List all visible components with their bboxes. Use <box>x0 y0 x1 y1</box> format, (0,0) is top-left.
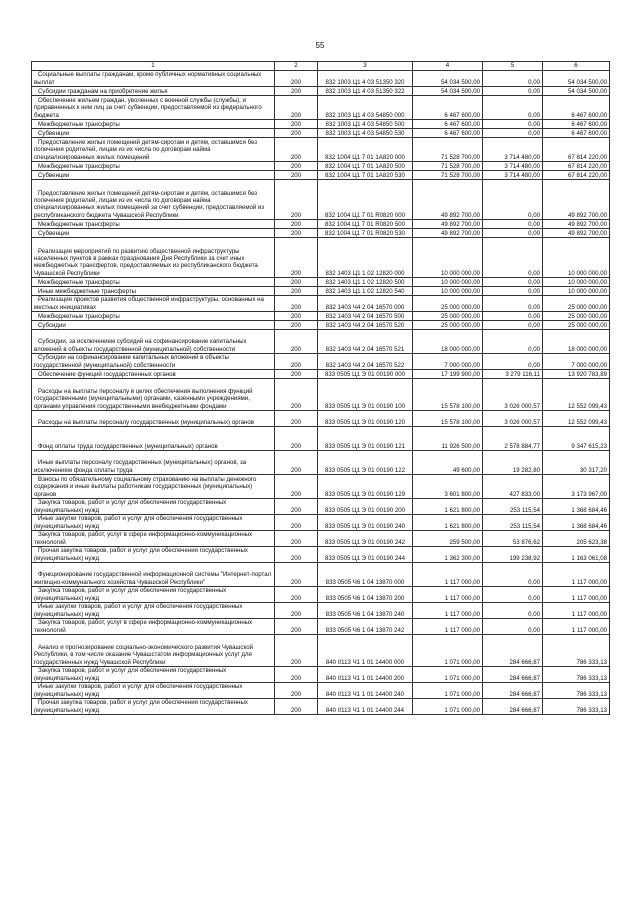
executed-amount-cell: 53 876,62 <box>483 531 543 547</box>
budget-classification-code-cell: 832 1403 Ч4 2 04 16570 522 <box>318 354 413 370</box>
budget-classification-code-cell: 833 0505 Ц1 Э 01 00190 000 <box>318 370 413 379</box>
table-row <box>32 370 610 379</box>
budget-classification-code-cell: 832 1403 Ц1 1 02 12820 500 <box>318 278 413 287</box>
executed-amount-cell: 0,00 <box>483 287 543 296</box>
table-row <box>32 619 610 635</box>
budget-classification-code-cell: 832 1004 Ц1 7 01 1А820 530 <box>318 171 413 180</box>
approved-plan-cell: 10 000 000,00 <box>413 287 483 296</box>
table-row <box>32 427 610 451</box>
executed-amount-cell: 0,00 <box>483 603 543 619</box>
budget-classification-code-cell: 832 1003 Ц1 4 03 51350 322 <box>318 87 413 96</box>
table-row <box>32 683 610 699</box>
unexecuted-remainder-cell: 30 317,20 <box>543 451 610 475</box>
admin-code-cell: 200 <box>275 354 318 370</box>
table-row <box>32 278 610 287</box>
unexecuted-remainder-cell: 10 000 000,00 <box>543 238 610 278</box>
expense-name-cell: Иные закупки товаров, работ и услуг для обеспечения государственных (муниципальных) нужд <box>32 515 275 531</box>
admin-code-cell: 200 <box>275 587 318 603</box>
unexecuted-remainder-cell: 7 000 000,00 <box>543 354 610 370</box>
executed-amount-cell: 19 282,80 <box>483 451 543 475</box>
approved-plan-cell: 11 926 500,00 <box>413 427 483 451</box>
executed-amount-cell: 0,00 <box>483 238 543 278</box>
admin-code-cell: 200 <box>275 475 318 499</box>
approved-plan-cell: 49 892 700,00 <box>413 180 483 220</box>
unexecuted-remainder-cell: 1 117 000,00 <box>543 587 610 603</box>
approved-plan-cell: 10 000 000,00 <box>413 278 483 287</box>
table-row <box>32 220 610 229</box>
budget-classification-code-cell: 833 0505 Ц1 Э 01 00190 122 <box>318 451 413 475</box>
approved-plan-cell: 54 034 500,00 <box>413 87 483 96</box>
executed-amount-cell: 0,00 <box>483 321 543 330</box>
admin-code-cell: 200 <box>275 296 318 312</box>
unexecuted-remainder-cell: 9 347 615,23 <box>543 427 610 451</box>
unexecuted-remainder-cell: 49 892 700,00 <box>543 180 610 220</box>
approved-plan-cell: 6 467 600,00 <box>413 96 483 120</box>
approved-plan-cell: 6 467 600,00 <box>413 120 483 129</box>
admin-code-cell: 200 <box>275 379 318 411</box>
table-row <box>32 587 610 603</box>
approved-plan-cell: 1 621 800,00 <box>413 515 483 531</box>
table-row <box>32 451 610 475</box>
expense-name-cell: Субвенции <box>32 129 275 138</box>
table-row <box>32 515 610 531</box>
admin-code-cell: 200 <box>275 411 318 427</box>
expense-name-cell: Иные межбюджетные трансферты <box>32 287 275 296</box>
unexecuted-remainder-cell: 18 000 000,00 <box>543 330 610 354</box>
admin-code-cell: 200 <box>275 171 318 180</box>
expense-name-cell: Иные закупки товаров, работ и услуг для обеспечения государственных (муниципальных) нужд <box>32 603 275 619</box>
approved-plan-cell: 15 578 100,00 <box>413 411 483 427</box>
approved-plan-cell: 71 528 700,00 <box>413 138 483 162</box>
admin-code-cell: 200 <box>275 531 318 547</box>
executed-amount-cell: 3 714 480,00 <box>483 171 543 180</box>
admin-code-cell: 200 <box>275 129 318 138</box>
approved-plan-cell: 1 117 000,00 <box>413 603 483 619</box>
expense-name-cell: Закупка товаров, работ и услуг для обеспечения государственных (муниципальных) нужд <box>32 667 275 683</box>
unexecuted-remainder-cell: 1 117 000,00 <box>543 619 610 635</box>
budget-classification-code-cell: 833 0505 Ч6 1 04 13870 240 <box>318 603 413 619</box>
column-number-header-row <box>32 62 610 71</box>
unexecuted-remainder-cell: 786 333,13 <box>543 667 610 683</box>
admin-code-cell: 200 <box>275 370 318 379</box>
expense-name-cell: Межбюджетные трансферты <box>32 162 275 171</box>
budget-classification-code-cell: 832 1403 Ч4 2 04 16570 521 <box>318 330 413 354</box>
expense-name-cell: Иные выплаты персоналу государственных (муниципальных) органов, за исключением фонда оплаты труда <box>32 451 275 475</box>
unexecuted-remainder-cell: 54 034 500,00 <box>543 71 610 87</box>
expense-name-cell: Обеспечение жильем граждан, уволенных с военной службы (службы), и приравненных к ним лиц за счет субвенции, предоставляемой из федерального бюджета <box>32 96 275 120</box>
executed-amount-cell: 3 279 116,11 <box>483 370 543 379</box>
unexecuted-remainder-cell: 12 552 099,43 <box>543 411 610 427</box>
table-row <box>32 563 610 587</box>
executed-amount-cell: 427 833,00 <box>483 475 543 499</box>
approved-plan-cell: 49 892 700,00 <box>413 229 483 238</box>
executed-amount-cell: 0,00 <box>483 330 543 354</box>
table-row <box>32 238 610 278</box>
unexecuted-remainder-cell: 1 163 061,08 <box>543 547 610 563</box>
expense-name-cell: Взносы по обязательному социальному страхованию на выплаты денежного содержания и иные выплаты работникам государственных (муниципальных) органов <box>32 475 275 499</box>
approved-plan-cell: 1 362 300,00 <box>413 547 483 563</box>
table-row <box>32 531 610 547</box>
expense-name-cell: Функционирование государственной информационной системы "Интернет-портал жилищно-коммунального хозяйства Чувашской Республики" <box>32 563 275 587</box>
executed-amount-cell: 2 578 884,77 <box>483 427 543 451</box>
executed-amount-cell: 199 238,92 <box>483 547 543 563</box>
expense-name-cell: Субсидии на софинансирование капитальных вложений в объекты государственной (муниципальной) собственности <box>32 354 275 370</box>
executed-amount-cell: 253 115,54 <box>483 515 543 531</box>
table-row <box>32 354 610 370</box>
approved-plan-cell: 25 000 000,00 <box>413 321 483 330</box>
approved-plan-cell: 3 601 800,00 <box>413 475 483 499</box>
table-row <box>32 499 610 515</box>
budget-classification-code-cell: 832 1003 Ц1 4 03 54850 530 <box>318 129 413 138</box>
approved-plan-cell: 18 000 000,00 <box>413 330 483 354</box>
executed-amount-cell: 0,00 <box>483 312 543 321</box>
executed-amount-cell: 253 115,54 <box>483 499 543 515</box>
table-row <box>32 287 610 296</box>
admin-code-cell: 200 <box>275 220 318 229</box>
expense-name-cell: Закупка товаров, работ, услуг в сфере информационно-коммуникационных технологий <box>32 619 275 635</box>
expense-name-cell: Предоставление жилых помещений детям-сиротам и детям, оставшимся без попечения родителей, лицам из их числа по договорам найма специализированных жилых помещений за счет субвенции, предоставляемой из республиканского бюджета Чувашской Республики <box>32 180 275 220</box>
budget-classification-code-cell: 833 0505 Ц1 Э 01 00190 240 <box>318 515 413 531</box>
table-row <box>32 120 610 129</box>
approved-plan-cell: 49 892 700,00 <box>413 220 483 229</box>
admin-code-cell: 200 <box>275 287 318 296</box>
column-header-1: 1 <box>32 62 275 71</box>
executed-amount-cell: 3 026 000,57 <box>483 411 543 427</box>
admin-code-cell: 200 <box>275 138 318 162</box>
approved-plan-cell: 1 621 800,00 <box>413 499 483 515</box>
unexecuted-remainder-cell: 6 467 600,00 <box>543 129 610 138</box>
budget-classification-code-cell: 832 1403 Ц1 1 02 12820 000 <box>318 238 413 278</box>
table-row <box>32 635 610 667</box>
executed-amount-cell: 284 666,87 <box>483 699 543 715</box>
admin-code-cell: 200 <box>275 667 318 683</box>
budget-classification-code-cell: 833 0505 Ч6 1 04 13870 242 <box>318 619 413 635</box>
table-row <box>32 96 610 120</box>
table-row <box>32 180 610 220</box>
budget-classification-code-cell: 832 1003 Ц1 4 03 54850 500 <box>318 120 413 129</box>
admin-code-cell: 200 <box>275 451 318 475</box>
table-row <box>32 699 610 715</box>
expense-name-cell: Реализация мероприятий по развитию общественной инфраструктуры населенных пунктов в рамках празднования Дня Республики за счет иных межбюджетных трансфертов, предоставляемых из республиканского бюджета Чувашской Республики <box>32 238 275 278</box>
table-row <box>32 411 610 427</box>
unexecuted-remainder-cell: 25 000 000,00 <box>543 321 610 330</box>
unexecuted-remainder-cell: 49 892 700,00 <box>543 229 610 238</box>
executed-amount-cell: 0,00 <box>483 229 543 238</box>
expense-name-cell: Межбюджетные трансферты <box>32 312 275 321</box>
budget-classification-code-cell: 833 0505 Ц1 Э 01 00190 100 <box>318 379 413 411</box>
column-header-3: 3 <box>318 62 413 71</box>
unexecuted-remainder-cell: 1 117 000,00 <box>543 563 610 587</box>
approved-plan-cell: 15 578 100,00 <box>413 379 483 411</box>
table-row <box>32 547 610 563</box>
approved-plan-cell: 49 600,00 <box>413 451 483 475</box>
unexecuted-remainder-cell: 205 623,38 <box>543 531 610 547</box>
executed-amount-cell: 0,00 <box>483 87 543 96</box>
unexecuted-remainder-cell: 54 034 500,00 <box>543 87 610 96</box>
table-row <box>32 379 610 411</box>
unexecuted-remainder-cell: 67 814 220,00 <box>543 162 610 171</box>
approved-plan-cell: 259 500,00 <box>413 531 483 547</box>
admin-code-cell: 200 <box>275 229 318 238</box>
unexecuted-remainder-cell: 13 920 783,89 <box>543 370 610 379</box>
budget-classification-code-cell: 833 0505 Ц1 Э 01 00190 242 <box>318 531 413 547</box>
unexecuted-remainder-cell: 49 892 700,00 <box>543 220 610 229</box>
executed-amount-cell: 0,00 <box>483 120 543 129</box>
admin-code-cell: 200 <box>275 321 318 330</box>
admin-code-cell: 200 <box>275 120 318 129</box>
unexecuted-remainder-cell: 786 333,13 <box>543 683 610 699</box>
budget-classification-code-cell: 832 1004 Ц1 7 01 R0820 500 <box>318 220 413 229</box>
admin-code-cell: 200 <box>275 603 318 619</box>
unexecuted-remainder-cell: 10 000 000,00 <box>543 278 610 287</box>
executed-amount-cell: 284 666,87 <box>483 635 543 667</box>
expense-name-cell: Реализация проектов развития общественной инфраструктуры, основанных на местных инициативах <box>32 296 275 312</box>
approved-plan-cell: 1 117 000,00 <box>413 587 483 603</box>
unexecuted-remainder-cell: 67 814 220,00 <box>543 171 610 180</box>
admin-code-cell: 200 <box>275 619 318 635</box>
budget-classification-code-cell: 832 1004 Ц1 7 01 1А820 500 <box>318 162 413 171</box>
budget-classification-code-cell: 833 0505 Ц1 Э 01 00190 121 <box>318 427 413 451</box>
expense-name-cell: Закупка товаров, работ и услуг для обеспечения государственных (муниципальных) нужд <box>32 499 275 515</box>
admin-code-cell: 200 <box>275 499 318 515</box>
executed-amount-cell: 0,00 <box>483 354 543 370</box>
budget-classification-code-cell: 840 0113 Ч1 1 01 14400 000 <box>318 635 413 667</box>
budget-classification-code-cell: 832 1003 Ц1 4 03 51350 320 <box>318 71 413 87</box>
budget-classification-code-cell: 832 1004 Ц1 7 01 R0820 530 <box>318 229 413 238</box>
unexecuted-remainder-cell: 10 000 000,00 <box>543 287 610 296</box>
table-row <box>32 312 610 321</box>
approved-plan-cell: 1 117 000,00 <box>413 619 483 635</box>
approved-plan-cell: 71 528 700,00 <box>413 171 483 180</box>
expense-name-cell: Закупка товаров, работ, услуг в сфере информационно-коммуникационных технологий <box>32 531 275 547</box>
expense-name-cell: Социальные выплаты гражданам, кроме публичных нормативных социальных выплат <box>32 71 275 87</box>
expense-name-cell: Субвенции <box>32 171 275 180</box>
budget-classification-code-cell: 833 0505 Ц1 Э 01 00190 200 <box>318 499 413 515</box>
budget-classification-code-cell: 832 1403 Ц1 1 02 12820 540 <box>318 287 413 296</box>
table-row <box>32 321 610 330</box>
expense-name-cell: Расходы на выплаты персоналу в целях обеспечения выполнения функций государственными (муниципальными) органами, казенными учреждениями, органами управления государственными внебюджетными фондами <box>32 379 275 411</box>
expense-name-cell: Субсидии гражданам на приобретение жилья <box>32 87 275 96</box>
admin-code-cell: 200 <box>275 312 318 321</box>
table-row <box>32 603 610 619</box>
unexecuted-remainder-cell: 67 814 220,00 <box>543 138 610 162</box>
executed-amount-cell: 0,00 <box>483 296 543 312</box>
admin-code-cell: 200 <box>275 683 318 699</box>
executed-amount-cell: 0,00 <box>483 96 543 120</box>
expense-name-cell: Расходы на выплаты персоналу государственных (муниципальных) органов <box>32 411 275 427</box>
admin-code-cell: 200 <box>275 87 318 96</box>
table-row <box>32 171 610 180</box>
executed-amount-cell: 0,00 <box>483 220 543 229</box>
expense-name-cell: Субсидии, за исключением субсидий на софинансирование капитальных вложений в объекты государственной (муниципальной) собственности <box>32 330 275 354</box>
unexecuted-remainder-cell: 12 552 099,43 <box>543 379 610 411</box>
budget-classification-code-cell: 833 0505 Ц1 Э 01 00190 129 <box>318 475 413 499</box>
expense-name-cell: Обеспечение функций государственных органов <box>32 370 275 379</box>
table-row <box>32 87 610 96</box>
approved-plan-cell: 54 034 500,00 <box>413 71 483 87</box>
executed-amount-cell: 0,00 <box>483 278 543 287</box>
unexecuted-remainder-cell: 786 333,13 <box>543 699 610 715</box>
budget-classification-code-cell: 840 0113 Ч1 1 01 14400 240 <box>318 683 413 699</box>
budget-classification-code-cell: 833 0505 Ч6 1 04 13870 000 <box>318 563 413 587</box>
expense-name-cell: Закупка товаров, работ и услуг для обеспечения государственных (муниципальных) нужд <box>32 587 275 603</box>
budget-classification-code-cell: 832 1403 Ч4 2 04 16570 000 <box>318 296 413 312</box>
budget-classification-code-cell: 833 0505 Ч6 1 04 13870 200 <box>318 587 413 603</box>
table-row <box>32 475 610 499</box>
budget-classification-code-cell: 832 1003 Ц1 4 03 54850 000 <box>318 96 413 120</box>
budget-classification-code-cell: 833 0505 Ц1 Э 01 00190 120 <box>318 411 413 427</box>
budget-classification-code-cell: 840 0113 Ч1 1 01 14400 200 <box>318 667 413 683</box>
unexecuted-remainder-cell: 786 333,13 <box>543 635 610 667</box>
approved-plan-cell: 25 000 000,00 <box>413 296 483 312</box>
budget-classification-code-cell: 833 0505 Ц1 Э 01 00190 244 <box>318 547 413 563</box>
approved-plan-cell: 25 000 000,00 <box>413 312 483 321</box>
executed-amount-cell: 0,00 <box>483 129 543 138</box>
admin-code-cell: 200 <box>275 330 318 354</box>
budget-classification-code-cell: 832 1403 Ч4 2 04 16570 520 <box>318 321 413 330</box>
approved-plan-cell: 1 071 000,00 <box>413 683 483 699</box>
admin-code-cell: 200 <box>275 699 318 715</box>
executed-amount-cell: 3 714 480,00 <box>483 138 543 162</box>
admin-code-cell: 200 <box>275 563 318 587</box>
expense-name-cell: Предоставление жилых помещений детям-сиротам и детям, оставшимся без попечения родителей, лицам из их числа по договорам найма специализированных жилых помещений <box>32 138 275 162</box>
admin-code-cell: 200 <box>275 96 318 120</box>
table-row <box>32 71 610 87</box>
column-header-4: 4 <box>413 62 483 71</box>
table-row <box>32 129 610 138</box>
admin-code-cell: 200 <box>275 278 318 287</box>
executed-amount-cell: 0,00 <box>483 180 543 220</box>
executed-amount-cell: 284 666,87 <box>483 683 543 699</box>
executed-amount-cell: 0,00 <box>483 563 543 587</box>
unexecuted-remainder-cell: 6 467 600,00 <box>543 120 610 129</box>
unexecuted-remainder-cell: 6 467 600,00 <box>543 96 610 120</box>
budget-classification-code-cell: 832 1004 Ц1 7 01 R0820 000 <box>318 180 413 220</box>
expense-name-cell: Анализ и прогнозирование социально-экономического развития Чувашской Республики, в том числе оказание Чувашстатом информационных услуг для государственных нужд Чувашской Республики <box>32 635 275 667</box>
table-row <box>32 330 610 354</box>
approved-plan-cell: 1 071 000,00 <box>413 667 483 683</box>
executed-amount-cell: 284 666,87 <box>483 667 543 683</box>
expense-name-cell: Иные закупки товаров, работ и услуг для обеспечения государственных (муниципальных) нужд <box>32 683 275 699</box>
approved-plan-cell: 1 071 000,00 <box>413 699 483 715</box>
approved-plan-cell: 10 000 000,00 <box>413 238 483 278</box>
admin-code-cell: 200 <box>275 635 318 667</box>
executed-amount-cell: 3 714 480,00 <box>483 162 543 171</box>
executed-amount-cell: 0,00 <box>483 71 543 87</box>
column-header-5: 5 <box>483 62 543 71</box>
expense-name-cell: Субсидии <box>32 321 275 330</box>
table-row <box>32 229 610 238</box>
approved-plan-cell: 71 528 700,00 <box>413 162 483 171</box>
expense-name-cell: Субвенции <box>32 229 275 238</box>
executed-amount-cell: 0,00 <box>483 619 543 635</box>
admin-code-cell: 200 <box>275 427 318 451</box>
executed-amount-cell: 0,00 <box>483 587 543 603</box>
unexecuted-remainder-cell: 25 000 000,00 <box>543 312 610 321</box>
unexecuted-remainder-cell: 1 117 000,00 <box>543 603 610 619</box>
budget-table-container <box>31 61 609 715</box>
table-row <box>32 162 610 171</box>
budget-classification-code-cell: 832 1403 Ч4 2 04 16570 500 <box>318 312 413 321</box>
budget-classification-code-cell: 840 0113 Ч1 1 01 14400 244 <box>318 699 413 715</box>
admin-code-cell: 200 <box>275 71 318 87</box>
admin-code-cell: 200 <box>275 162 318 171</box>
page-number: 55 <box>315 41 325 50</box>
admin-code-cell: 200 <box>275 238 318 278</box>
approved-plan-cell: 1 117 000,00 <box>413 563 483 587</box>
table-row <box>32 138 610 162</box>
approved-plan-cell: 7 000 000,00 <box>413 354 483 370</box>
admin-code-cell: 200 <box>275 547 318 563</box>
unexecuted-remainder-cell: 1 368 684,46 <box>543 515 610 531</box>
admin-code-cell: 200 <box>275 180 318 220</box>
unexecuted-remainder-cell: 1 368 684,46 <box>543 499 610 515</box>
expense-name-cell: Прочая закупка товаров, работ и услуг для обеспечения государственных (муниципальных) нужд <box>32 699 275 715</box>
column-header-6: 6 <box>543 62 610 71</box>
expense-name-cell: Прочая закупка товаров, работ и услуг для обеспечения государственных (муниципальных) нужд <box>32 547 275 563</box>
table-body <box>32 71 610 715</box>
table-row <box>32 296 610 312</box>
admin-code-cell: 200 <box>275 515 318 531</box>
budget-classification-code-cell: 832 1004 Ц1 7 01 1А820 000 <box>318 138 413 162</box>
approved-plan-cell: 17 199 900,00 <box>413 370 483 379</box>
unexecuted-remainder-cell: 3 173 967,00 <box>543 475 610 499</box>
executed-amount-cell: 3 026 000,57 <box>483 379 543 411</box>
unexecuted-remainder-cell: 25 000 000,00 <box>543 296 610 312</box>
budget-execution-table <box>31 61 610 715</box>
approved-plan-cell: 6 467 600,00 <box>413 129 483 138</box>
expense-name-cell: Межбюджетные трансферты <box>32 278 275 287</box>
table-row <box>32 667 610 683</box>
expense-name-cell: Межбюджетные трансферты <box>32 120 275 129</box>
expense-name-cell: Межбюджетные трансферты <box>32 220 275 229</box>
column-header-2: 2 <box>275 62 318 71</box>
expense-name-cell: Фонд оплаты труда государственных (муниципальных) органов <box>32 427 275 451</box>
approved-plan-cell: 1 071 000,00 <box>413 635 483 667</box>
